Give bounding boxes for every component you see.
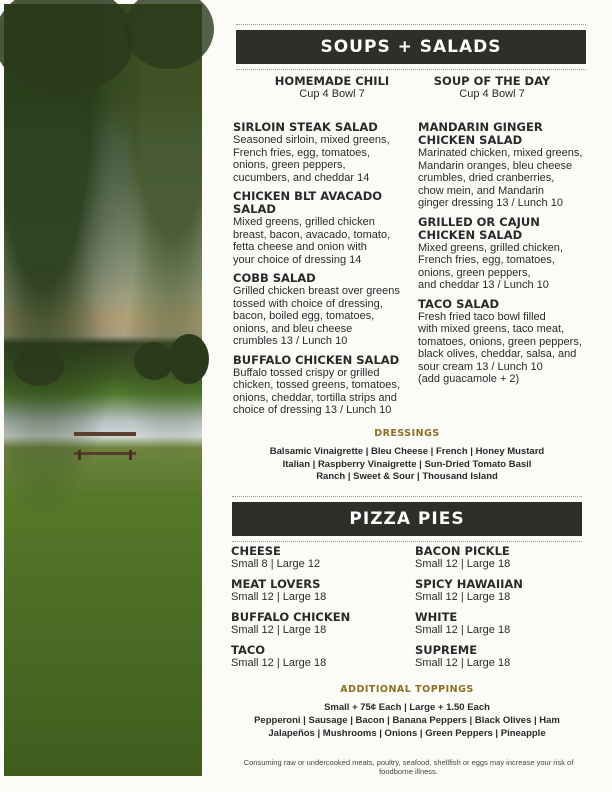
item-price: Small 12 | Large 18	[415, 591, 511, 603]
foliage-left	[0, 0, 134, 94]
item-name: BACON PICKLE	[415, 544, 510, 558]
item-price: Small 12 | Large 18	[231, 624, 327, 636]
pizza-item	[231, 611, 401, 637]
item-desc: tossed with choice of dressing,	[233, 297, 383, 310]
item-name: SUPREME	[415, 643, 478, 657]
pizza-item	[415, 644, 585, 670]
item-name: TACO	[231, 643, 266, 657]
dressings-line: Balsamic Vinaigrette | Bleu Cheese | French | Honey Mustard	[269, 446, 545, 457]
item-desc: breast, bacon, avacado, tomato,	[233, 228, 391, 241]
item-desc: your choice of dressing 14	[233, 253, 362, 266]
item-price: Small 12 | Large 18	[231, 591, 327, 603]
item-desc: Marinated chicken, mixed greens,	[418, 147, 583, 159]
item-price: Small 12 | Large 18	[415, 624, 511, 636]
item-name: CHICKEN SALAD	[418, 227, 523, 242]
item-desc: onions, green peppers,	[418, 266, 531, 279]
item-name: SPICY HAWAIIAN	[415, 577, 523, 591]
item-name: WHITE	[415, 610, 458, 624]
item-name: CHICKEN BLT AVACADO	[233, 189, 383, 203]
item-desc: Mandarin oranges, bleu cheese	[418, 159, 573, 172]
item-desc: (add guacamole + 2)	[418, 373, 520, 385]
item-name: CHICKEN SALAD	[418, 133, 523, 147]
item-desc: and cheddar 13 / Lunch 10	[418, 279, 549, 291]
item-desc: choice of dressing 13 / Lunch 10	[233, 404, 392, 416]
toppings-line: Pepperoni | Sausage | Bacon | Banana Peppers | Black Olives | Ham	[254, 715, 560, 726]
toppings-line: Jalapeños | Mushrooms | Onions | Green Peppers | Pineapple	[268, 728, 546, 739]
tree-left	[14, 346, 64, 386]
item-price: Small 12 | Large 18	[231, 657, 327, 669]
salads-left-column	[233, 121, 413, 417]
item-name: CHEESE	[231, 544, 281, 558]
item-name: TACO SALAD	[418, 296, 500, 311]
item-name: SALAD	[233, 202, 276, 216]
pizza-item	[415, 611, 585, 637]
item-name: BUFFALO CHICKEN SALAD	[233, 352, 400, 367]
menu-item	[233, 354, 413, 417]
item-desc: Mixed greens, grilled chicken,	[418, 241, 563, 254]
item-desc: bacon, boiled egg, tomatoes,	[233, 310, 375, 322]
foliage-right	[124, 0, 214, 69]
item-desc: tomatoes, onions, green peppers,	[418, 335, 582, 348]
item-desc: French fries, egg, tomatoes,	[418, 254, 555, 266]
menu-item	[418, 121, 588, 210]
menu-item	[418, 216, 588, 292]
item-name: GRILLED OR CAJUN	[418, 214, 540, 229]
item-desc: with mixed greens, taco meat,	[418, 323, 565, 335]
item-name: COBB SALAD	[233, 271, 316, 285]
item-desc: black olives, cheddar, salsa, and	[418, 348, 577, 360]
park-bench	[74, 432, 136, 455]
item-desc: chow mein, and Mandarin	[418, 184, 544, 197]
item-desc: onions, and bleu cheese	[233, 322, 353, 335]
menu-item	[233, 121, 413, 184]
item-desc: Grilled chicken breast over greens	[233, 285, 400, 297]
toppings-line: Small + 75¢ Each | Large + 1.50 Each	[324, 702, 490, 713]
item-name: SIRLOIN STEAK SALAD	[233, 120, 378, 134]
pizza-item	[415, 578, 585, 604]
menu-item	[233, 190, 413, 266]
item-desc: chicken, tossed greens, tomatoes,	[233, 379, 400, 391]
pizza-item	[231, 644, 401, 670]
item-desc: onions, green peppers,	[233, 159, 346, 171]
food-safety-footnote: Consuming raw or undercooked meats, poultry, seafood, shellfish or eggs may increase your risk of foodborne illness.	[243, 758, 574, 776]
item-price: Cup 4 Bowl 7	[299, 88, 365, 100]
item-desc: fetta cheese and onion with	[233, 241, 367, 253]
item-desc: crumbles 13 / Lunch 10	[233, 335, 348, 347]
item-desc: Mixed greens, grilled chicken	[233, 216, 375, 228]
pizza-item	[415, 545, 585, 571]
dressings-line: Italian | Raspberry Vinaigrette | Sun-Dried Tomato Basil	[282, 459, 532, 470]
pizza-item	[231, 578, 401, 604]
item-name: HOMEMADE CHILI	[274, 74, 390, 88]
toppings-title: ADDITIONAL TOPPINGS	[340, 684, 474, 695]
item-name: BUFFALO CHICKEN	[231, 610, 351, 624]
tree-far-right	[169, 334, 209, 384]
item-desc: Buffalo tossed crispy or grilled	[233, 366, 380, 379]
menu-item	[418, 298, 588, 386]
item-price: Small 12 | Large 18	[415, 558, 511, 570]
item-price: Small 8 | Large 12	[231, 558, 321, 570]
item-desc: sour cream 13 / Lunch 10	[418, 360, 543, 373]
soup-item	[427, 75, 557, 101]
item-desc: French fries, egg, tomatoes,	[233, 146, 370, 159]
dressings-line: Ranch | Sweet & Sour | Thousand Island	[316, 471, 498, 482]
item-price: Cup 4 Bowl 7	[459, 88, 525, 100]
pizza-pies-banner	[232, 502, 582, 536]
tree-right	[134, 342, 174, 380]
item-desc: Fresh fried taco bowl filled	[418, 310, 546, 323]
item-name: MANDARIN GINGER	[418, 120, 543, 134]
soups-salads-banner	[236, 30, 586, 64]
dressings-title: DRESSINGS	[374, 428, 440, 439]
item-price: Small 12 | Large 18	[415, 657, 511, 669]
item-name: SOUP OF THE DAY	[433, 74, 551, 88]
pizza-pies-title: PIZZA PIES	[349, 509, 465, 529]
salads-right-column	[418, 121, 588, 386]
item-desc: ginger dressing 13 / Lunch 10	[418, 197, 563, 209]
menu-item	[233, 272, 413, 348]
soups-salads-title: SOUPS + SALADS	[320, 37, 502, 57]
item-name: MEAT LOVERS	[231, 577, 321, 591]
item-desc: crumbles, dried cranberries,	[418, 172, 555, 184]
chili-item	[262, 75, 402, 101]
item-desc: cucumbers, and cheddar 14	[233, 171, 370, 184]
pizza-item	[231, 545, 401, 571]
item-desc: onions, cheddar, tortilla strips and	[233, 391, 397, 404]
item-desc: Seasoned sirloin, mixed greens,	[233, 134, 390, 146]
park-photo	[4, 4, 202, 776]
